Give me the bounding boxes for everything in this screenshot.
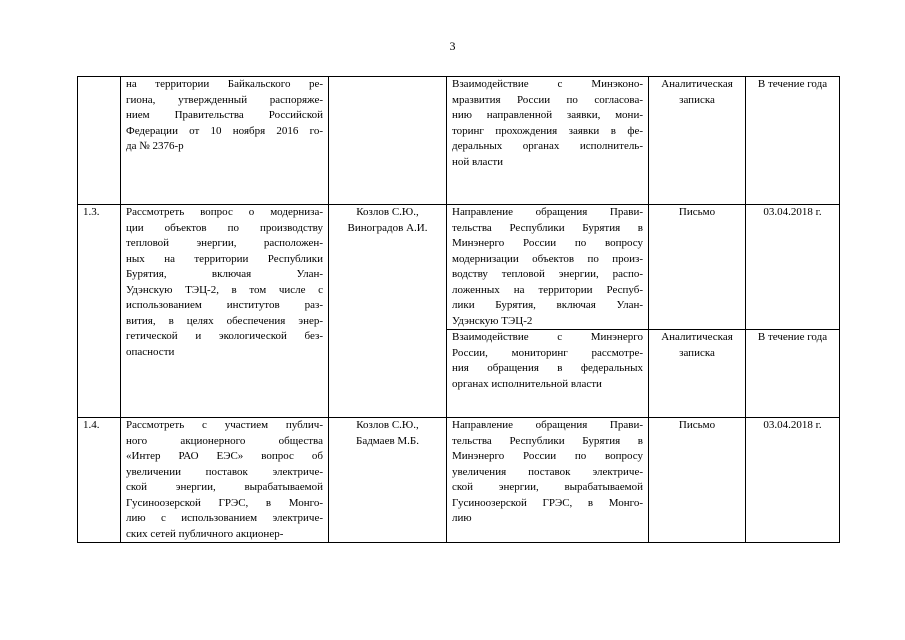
report-form-cell	[649, 205, 746, 330]
action-cell	[447, 77, 649, 205]
text-line: Бурятия, включая Улан-	[126, 268, 323, 280]
text-line: Аналитическая	[661, 331, 733, 343]
text-line: Виноградов А.И.	[347, 221, 428, 234]
text-line: торинг прохождения заявки в фе-	[452, 124, 643, 137]
text-line: Козлов С.Ю.,	[356, 419, 419, 431]
deadline-text: В течение года	[757, 331, 828, 343]
text-line: Рассмотреть с участием публич-	[126, 419, 323, 431]
text-line: Минэнерго России по вопросу	[452, 450, 643, 462]
deadline-text: 03.04.2018 г.	[763, 206, 822, 218]
action-plan-table	[77, 76, 840, 543]
text-line: «Интер РАО ЕЭС» вопрос об	[126, 450, 323, 462]
text-line: нию направленной заявки, мони-	[452, 109, 643, 121]
text-line: ного акционерного общества	[126, 434, 323, 447]
text-line: Направление обращения Прави-	[452, 206, 643, 218]
deadline-cell	[746, 418, 840, 543]
text-line: нием Правительства Российской	[126, 109, 323, 121]
text-line: да № 2376-р	[126, 140, 184, 152]
text-line: записка	[679, 346, 715, 359]
text-line: записка	[679, 93, 715, 106]
text-line: Взаимодействие с Минэнерго	[452, 331, 643, 343]
text-line: Бадмаев М.Б.	[356, 434, 419, 447]
text-line: опасности	[126, 345, 175, 358]
text-line: Минэнерго России по вопросу	[452, 237, 643, 249]
text-line: использованием институтов раз-	[126, 299, 323, 311]
text-line: Письмо	[678, 419, 716, 431]
deadline-text: 03.04.2018 г.	[763, 419, 822, 431]
responsible-cell	[329, 77, 447, 205]
task-cell	[121, 418, 329, 543]
report-form-cell	[649, 330, 746, 418]
text-line: увеличении поставок электриче-	[126, 465, 323, 478]
text-line: увеличения поставок электриче-	[452, 465, 643, 478]
responsible-cell	[329, 418, 447, 543]
item-number: 1.4.	[83, 419, 100, 431]
item-number-cell	[78, 418, 121, 543]
text-line: Удэнскую ТЭЦ-2, в том числе с	[126, 283, 323, 296]
text-line: Козлов С.Ю.,	[356, 206, 419, 218]
text-line: ских сетей публичного акционер-	[126, 527, 284, 540]
text-line: тепловой энергии, расположен-	[126, 237, 323, 249]
text-line: Рассмотреть вопрос о модерниза-	[126, 206, 323, 218]
text-line: Направление обращения Прави-	[452, 419, 643, 431]
text-line: ской энергии, вырабатываемой	[126, 481, 323, 493]
action-cell	[447, 330, 649, 418]
deadline-cell	[746, 77, 840, 205]
text-line: тельства Республики Бурятия в	[452, 221, 643, 234]
text-line: Удэнскую ТЭЦ-2	[452, 314, 533, 327]
text-line: гетической и экологической без-	[126, 330, 323, 342]
deadline-cell	[746, 205, 840, 330]
text-line: ной власти	[452, 155, 504, 168]
text-line: лию	[452, 512, 472, 524]
text-line: вития, в целях обеспечения энер-	[126, 314, 323, 327]
item-number-cell	[78, 77, 121, 205]
text-line: лики Бурятия, включая Улан-	[452, 299, 643, 311]
deadline-text: В течение года	[757, 78, 828, 90]
text-line: Взаимодействие с Минэконо-	[452, 78, 643, 90]
text-line: ных на территории Республики	[126, 252, 323, 265]
report-form-cell	[649, 418, 746, 543]
text-line: России, мониторинг рассмотре-	[452, 346, 643, 359]
text-line: Федерации от 10 ноября 2016 го-	[126, 124, 323, 137]
item-number-cell	[78, 205, 121, 418]
text-line: Письмо	[678, 206, 716, 218]
table-row	[78, 205, 840, 330]
page-number: 3	[449, 39, 456, 53]
text-line: на территории Байкальского ре-	[126, 78, 323, 90]
action-cell	[447, 418, 649, 543]
text-line: деральных органах исполнитель-	[452, 140, 643, 152]
text-line: мразвития России по согласова-	[452, 93, 643, 106]
task-cell	[121, 77, 329, 205]
action-cell	[447, 205, 649, 330]
report-form-cell	[649, 77, 746, 205]
responsible-cell	[329, 205, 447, 418]
text-line: Гусиноозерской ГРЭС, в Монго-	[452, 496, 643, 509]
text-line: Аналитическая	[661, 78, 733, 90]
text-line: тельства Республики Бурятия в	[452, 434, 643, 447]
text-line: органах исполнительной власти	[452, 377, 602, 390]
table-row	[78, 418, 840, 543]
text-line: Гусиноозерской ГРЭС, в Монго-	[126, 496, 323, 509]
task-cell	[121, 205, 329, 418]
text-line: модернизации объектов по произ-	[452, 252, 643, 265]
deadline-cell	[746, 330, 840, 418]
text-line: гиона, утвержденный распоряже-	[126, 93, 323, 106]
text-line: водству тепловой энергии, распо-	[452, 268, 643, 280]
text-line: ской энергии, вырабатываемой	[452, 481, 643, 493]
text-line: ложенных на территории Респуб-	[452, 283, 643, 296]
text-line: ния обращения в федеральных	[452, 362, 643, 374]
item-number: 1.3.	[83, 206, 100, 218]
table-row	[78, 77, 840, 205]
text-line: лию с использованием электриче-	[126, 512, 323, 524]
text-line: ции объектов по производству	[126, 221, 323, 234]
